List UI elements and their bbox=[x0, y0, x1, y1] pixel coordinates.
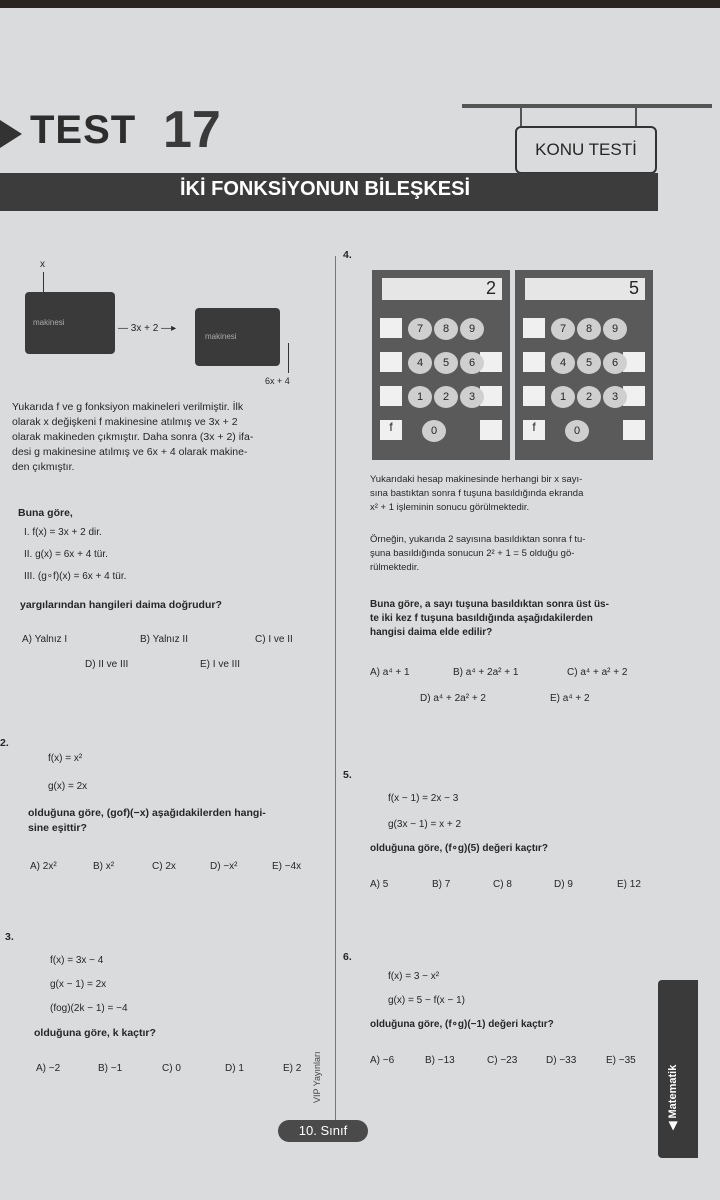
calc2-key-4[interactable]: 4 bbox=[551, 352, 575, 374]
calc2-blank-key[interactable] bbox=[523, 352, 545, 372]
g-machine-icon bbox=[195, 308, 280, 366]
q1-option-e[interactable]: E) I ve III bbox=[200, 659, 241, 670]
output-arrow bbox=[288, 343, 289, 373]
calc2-f-label: f bbox=[532, 420, 536, 434]
output-expression: 6x + 4 bbox=[265, 376, 290, 386]
publisher-label bbox=[312, 998, 326, 1108]
q6-option-b[interactable]: B) −13 bbox=[425, 1055, 455, 1066]
calc2-key-2[interactable]: 2 bbox=[577, 386, 601, 408]
q4-question bbox=[370, 598, 660, 640]
q1-text bbox=[12, 400, 322, 475]
calc1-key-9[interactable]: 9 bbox=[460, 318, 484, 340]
q5-option-d[interactable]: D) 9 bbox=[554, 879, 573, 890]
test-label: TEST bbox=[30, 108, 137, 152]
q4-option-c[interactable]: C) a⁴ + a² + 2 bbox=[567, 667, 628, 678]
q4-text-line: sına bastıktan sonra f tuşuna basıldığında ekranda bbox=[370, 488, 584, 499]
calc2-blank-key[interactable] bbox=[523, 318, 545, 338]
calc2-key-7[interactable]: 7 bbox=[551, 318, 575, 340]
q3-option-a[interactable]: A) −2 bbox=[36, 1063, 61, 1074]
q5-number: 5. bbox=[343, 769, 352, 781]
q6-question: olduğuna göre, (f∘g)(−1) değeri kaçtır? bbox=[370, 1019, 554, 1030]
header-rule-tick bbox=[635, 104, 637, 126]
calc1-f-label: f bbox=[389, 420, 393, 434]
calc2-key-3[interactable]: 3 bbox=[603, 386, 627, 408]
q4-question-line: hangisi daima elde edilir? bbox=[370, 627, 493, 638]
calc1-key-6[interactable]: 6 bbox=[460, 352, 484, 374]
calc1-key-1[interactable]: 1 bbox=[408, 386, 432, 408]
q2-option-a[interactable]: A) 2x² bbox=[30, 861, 57, 872]
q1-line: den çıkmıştır. bbox=[12, 461, 75, 473]
q2-question-line: olduğuna göre, (gof)(−x) aşağıdakilerden hangi- bbox=[28, 807, 266, 819]
q6-line: f(x) = 3 − x² bbox=[388, 971, 440, 982]
test-arrow-icon bbox=[0, 120, 22, 148]
input-x-label: x bbox=[40, 259, 45, 270]
q2-line: f(x) = x² bbox=[48, 753, 83, 764]
q2-number: 2. bbox=[0, 737, 9, 749]
q3-option-e[interactable]: E) 2 bbox=[283, 1063, 302, 1074]
calc2-key-9[interactable]: 9 bbox=[603, 318, 627, 340]
calc1-key-0[interactable]: 0 bbox=[422, 420, 446, 442]
q4-option-d[interactable]: D) a⁴ + 2a² + 2 bbox=[420, 693, 486, 704]
q5-line: g(3x − 1) = x + 2 bbox=[388, 819, 462, 830]
calc1-key-3[interactable]: 3 bbox=[460, 386, 484, 408]
publisher-text: VIP Yayınları bbox=[312, 1051, 322, 1103]
calc1-blank-key[interactable] bbox=[380, 352, 402, 372]
q5-option-b[interactable]: B) 7 bbox=[432, 879, 451, 890]
q2-option-b[interactable]: B) x² bbox=[93, 861, 115, 872]
mid-expression: — 3x + 2 —▸ bbox=[118, 323, 177, 334]
q3-option-c[interactable]: C) 0 bbox=[162, 1063, 181, 1074]
calculator-2 bbox=[515, 270, 653, 460]
q6-number: 6. bbox=[343, 951, 352, 963]
column-divider bbox=[335, 256, 336, 1126]
calc2-key-1[interactable]: 1 bbox=[551, 386, 575, 408]
calculator-1 bbox=[372, 270, 510, 460]
input-arrow bbox=[43, 272, 44, 292]
q1-line: olarak x değişkeni f makinesine atılmış ve 3x + 2 bbox=[12, 416, 238, 428]
calc2-blank-key[interactable] bbox=[523, 386, 545, 406]
q1-item: III. (g∘f)(x) = 6x + 4 tür. bbox=[24, 571, 127, 582]
q6-option-a[interactable]: A) −6 bbox=[370, 1055, 395, 1066]
q6-option-d[interactable]: D) −33 bbox=[546, 1055, 577, 1066]
q3-line: (fog)(2k − 1) = −4 bbox=[50, 1003, 128, 1014]
q2-line: g(x) = 2x bbox=[48, 781, 88, 792]
q3-line: f(x) = 3x − 4 bbox=[50, 955, 104, 966]
q1-item: II. g(x) = 6x + 4 tür. bbox=[24, 549, 108, 560]
g-machine-label: makinesi bbox=[205, 332, 237, 341]
q4-example-line: Örneğin, yukarıda 2 sayısına basıldıktan sonra f tu- bbox=[370, 534, 586, 545]
q4-text-line: x² + 1 işleminin sonucu görülmektedir. bbox=[370, 502, 530, 513]
q1-option-d[interactable]: D) II ve III bbox=[85, 659, 129, 670]
q4-question-line: Buna göre, a sayı tuşuna basıldıktan sonra üst üs- bbox=[370, 599, 609, 610]
q2-option-e[interactable]: E) −4x bbox=[272, 861, 302, 872]
q1-option-c[interactable]: C) I ve II bbox=[255, 634, 293, 645]
q4-option-e[interactable]: E) a⁴ + 2 bbox=[550, 693, 590, 704]
q3-option-b[interactable]: B) −1 bbox=[98, 1063, 123, 1074]
calc1-key-7[interactable]: 7 bbox=[408, 318, 432, 340]
calc2-display: 5 bbox=[525, 278, 645, 300]
q1-diagram bbox=[20, 258, 320, 398]
q5-option-c[interactable]: C) 8 bbox=[493, 879, 512, 890]
q6-line: g(x) = 5 − f(x − 1) bbox=[388, 995, 465, 1006]
q4-option-a[interactable]: A) a⁴ + 1 bbox=[370, 667, 410, 678]
calc1-blank-key[interactable] bbox=[480, 420, 502, 440]
q1-item: I. f(x) = 3x + 2 dir. bbox=[24, 527, 102, 538]
page-title: İKİ FONKSİYONUN BİLEŞKESİ bbox=[180, 178, 471, 200]
q2-option-d[interactable]: D) −x² bbox=[210, 861, 238, 872]
calc2-blank-key[interactable] bbox=[623, 420, 645, 440]
q2-question bbox=[28, 806, 266, 836]
calc1-display: 2 bbox=[382, 278, 502, 300]
f-machine-label: makinesi bbox=[33, 318, 65, 327]
calc2-f-key[interactable] bbox=[523, 420, 545, 440]
calc1-key-8[interactable]: 8 bbox=[434, 318, 458, 340]
q5-question: olduğuna göre, (f∘g)(5) değeri kaçtır? bbox=[370, 843, 548, 854]
q1-line: olarak makineden çıkmıştır. Daha sonra (3x + 2) ifa- bbox=[12, 431, 254, 443]
calc1-key-5[interactable]: 5 bbox=[434, 352, 458, 374]
q1-option-b[interactable]: B) Yalnız II bbox=[140, 634, 188, 645]
q4-option-b[interactable]: B) a⁴ + 2a² + 1 bbox=[453, 667, 519, 678]
q1-question: yargılarından hangileri daima doğrudur? bbox=[20, 599, 222, 611]
q6-option-e[interactable]: E) −35 bbox=[606, 1055, 636, 1066]
mid-expr-text: 3x + 2 bbox=[130, 323, 159, 334]
q4-example bbox=[370, 533, 660, 575]
q4-text-line: Yukarıdaki hesap makinesinde herhangi bir x sayı- bbox=[370, 474, 583, 485]
header-rule-tick bbox=[520, 104, 522, 126]
q6-option-c[interactable]: C) −23 bbox=[487, 1055, 518, 1066]
q3-line: g(x − 1) = 2x bbox=[50, 979, 107, 990]
q1-buna-gore: Buna göre, bbox=[18, 507, 73, 519]
q3-question: olduğuna göre, k kaçtır? bbox=[34, 1027, 156, 1039]
q5-option-a[interactable]: A) 5 bbox=[370, 879, 389, 890]
calc2-key-8[interactable]: 8 bbox=[577, 318, 601, 340]
q5-line: f(x − 1) = 2x − 3 bbox=[388, 793, 459, 804]
calc1-key-2[interactable]: 2 bbox=[434, 386, 458, 408]
calc2-key-6[interactable]: 6 bbox=[603, 352, 627, 374]
q5-option-e[interactable]: E) 12 bbox=[617, 879, 641, 890]
q2-question-line: sine eşittir? bbox=[28, 822, 87, 834]
q3-option-d[interactable]: D) 1 bbox=[225, 1063, 244, 1074]
q4-question-line: te iki kez f tuşuna basıldığında aşağıdakilerden bbox=[370, 613, 593, 624]
worksheet-page bbox=[0, 8, 720, 1200]
calc1-f-key[interactable] bbox=[380, 420, 402, 440]
test-number: 17 bbox=[163, 101, 221, 159]
q4-number: 4. bbox=[343, 249, 352, 261]
q4-text bbox=[370, 473, 660, 515]
konu-testi-badge: KONU TESTİ bbox=[515, 126, 657, 174]
q4-example-line: rülmektedir. bbox=[370, 562, 420, 573]
subject-text: ◀ Matematik bbox=[667, 1064, 679, 1130]
q2-option-c[interactable]: C) 2x bbox=[152, 861, 176, 872]
q4-example-line: şuna basıldığında sonucun 2² + 1 = 5 olduğu gö- bbox=[370, 548, 575, 559]
q1-line: desi g makinesine atılmış ve 6x + 4 olarak makine- bbox=[12, 446, 248, 458]
calc1-blank-key[interactable] bbox=[380, 386, 402, 406]
calc2-key-0[interactable]: 0 bbox=[565, 420, 589, 442]
calc2-key-5[interactable]: 5 bbox=[577, 352, 601, 374]
grade-badge: 10. Sınıf bbox=[278, 1120, 368, 1142]
subject-tab bbox=[658, 980, 698, 1158]
calc1-blank-key[interactable] bbox=[380, 318, 402, 338]
q1-line: Yukarıda f ve g fonksiyon makineleri verilmiştir. İlk bbox=[12, 401, 244, 413]
header-rule bbox=[462, 104, 712, 108]
q1-option-a[interactable]: A) Yalnız I bbox=[22, 634, 68, 645]
calc1-key-4[interactable]: 4 bbox=[408, 352, 432, 374]
q3-number: 3. bbox=[5, 931, 14, 943]
f-machine-icon bbox=[25, 292, 115, 354]
